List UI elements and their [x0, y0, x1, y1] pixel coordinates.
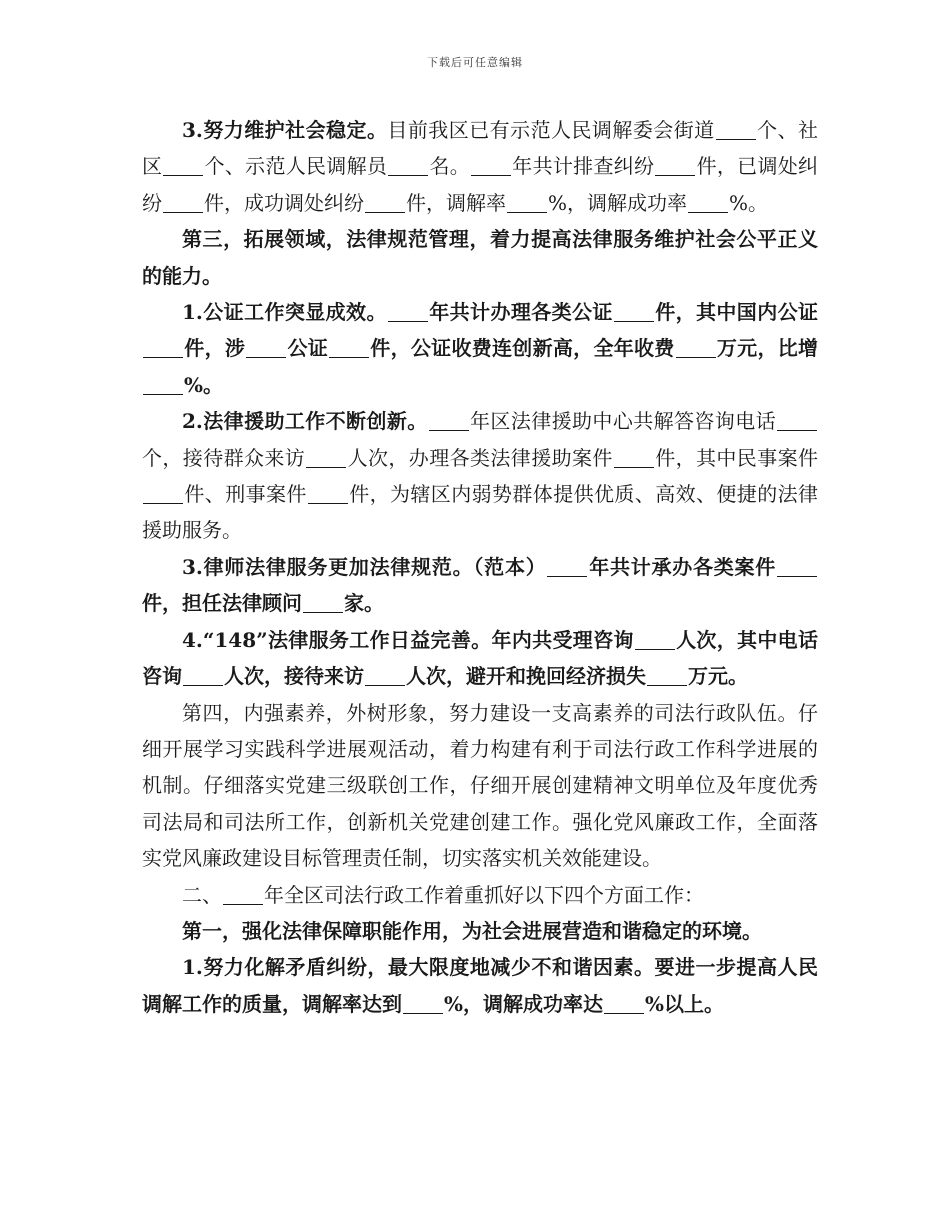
paragraph — [142, 221, 818, 294]
header-note: 下载后可任意编辑 — [427, 56, 523, 69]
text-segment: 名。 — [429, 154, 471, 179]
paragraph — [142, 949, 818, 1022]
text-segment: 人次，接待来访 — [224, 664, 364, 689]
text-segment: 4.“148”法律服务工作日益完善。年内共受理咨询 — [182, 627, 634, 652]
text-segment: 人次，其中电话咨询 — [142, 627, 819, 689]
fill-in-blank — [388, 155, 428, 176]
text-segment: 年全区司法行政工作着重抓好以下四个方面工作： — [264, 882, 704, 907]
fill-in-blank — [507, 192, 547, 213]
text-segment: 年区法律援助中心共解答咨询电话 — [469, 409, 776, 434]
fill-in-blank — [647, 665, 687, 686]
paragraph — [142, 549, 818, 622]
paragraph-heading: 2.法律援助工作不断创新。 — [182, 409, 428, 434]
text-segment: %。 — [729, 190, 769, 215]
fill-in-blank — [163, 192, 203, 213]
fill-in-blank — [246, 337, 286, 358]
fill-in-blank — [306, 447, 346, 468]
fill-in-blank — [365, 192, 405, 213]
fill-in-blank — [688, 192, 728, 213]
fill-in-blank — [614, 447, 654, 468]
fill-in-blank — [329, 337, 369, 358]
text-segment: 件，其中民事案件 — [654, 445, 819, 470]
text-segment: 个，接待群众来访 — [142, 445, 306, 470]
text-segment: %，调解成功率达 — [444, 991, 604, 1016]
text-segment: 件，涉 — [184, 336, 246, 361]
text-segment: 年共计承办各类案件 — [588, 554, 776, 579]
text-segment: 件，其中国内公证 — [654, 300, 819, 325]
text-segment: 3.律师法律服务更加法律规范。（范本） — [182, 554, 547, 579]
fill-in-blank — [471, 155, 511, 176]
text-segment: 件，担任法律顾问 — [142, 591, 302, 616]
fill-in-blank — [614, 301, 654, 322]
fill-in-blank — [547, 556, 587, 577]
fill-in-blank — [429, 410, 469, 431]
fill-in-blank — [303, 592, 343, 613]
text-segment: 件，已调处纠纷 — [142, 154, 819, 215]
text-segment: 件，成功调处纠纷 — [204, 190, 364, 215]
text-segment: 年共计排查纠纷 — [512, 154, 655, 179]
paragraph — [142, 877, 818, 913]
paragraph — [142, 112, 818, 221]
text-segment: 1.公证工作突显成效。 — [182, 300, 387, 325]
text-segment: %，调解成功率 — [548, 190, 688, 215]
paragraph — [142, 913, 818, 949]
fill-in-blank — [308, 483, 348, 504]
fill-in-blank — [403, 993, 443, 1014]
paragraph-heading: 3.努力维护社会稳定。 — [182, 118, 388, 142]
fill-in-blank — [716, 119, 756, 140]
text-segment: 万元，比增 — [716, 336, 819, 361]
fill-in-blank — [388, 301, 428, 322]
text-segment: 件、刑事案件 — [184, 482, 307, 507]
text-segment: 人次，避开和挽回经济损失 — [406, 664, 646, 689]
text-segment: 1.努力化解矛盾纠纷，最大限度地减少不和谐因素。要进一步提高人民调解工作的质量，调解率达到 — [142, 955, 818, 1016]
text-segment: 第三，拓展领域，法律规范管理，着力提高法律服务维护社会公平正义的能力。 — [142, 227, 818, 288]
text-segment: %以上。 — [645, 991, 725, 1016]
fill-in-blank — [223, 884, 263, 905]
text-segment: 件，调解率 — [406, 190, 506, 215]
text-segment: 万元。 — [688, 664, 748, 689]
fill-in-blank — [604, 993, 644, 1014]
text-segment: 公证 — [287, 336, 329, 361]
fill-in-blank — [777, 410, 817, 431]
text-segment: 件，为辖区内弱势群体提供优质、高效、便捷的法律援助服务。 — [142, 482, 819, 543]
fill-in-blank — [163, 155, 203, 176]
fill-in-blank — [655, 155, 695, 176]
text-segment: 第一，强化法律保障职能作用，为社会进展营造和谐稳定的环境。 — [182, 918, 762, 943]
fill-in-blank — [143, 374, 183, 395]
text-segment: 个、社区 — [142, 118, 818, 179]
text-segment: 二、 — [182, 882, 222, 907]
text-segment: %。 — [184, 372, 224, 397]
text-segment: 个、示范人民调解员 — [204, 154, 388, 179]
fill-in-blank — [143, 483, 183, 504]
paragraph — [142, 622, 818, 695]
paragraph — [142, 294, 818, 403]
text-segment: 家。 — [344, 591, 384, 616]
fill-in-blank — [676, 337, 716, 358]
fill-in-blank — [183, 665, 223, 686]
paragraph — [142, 403, 818, 549]
paragraph — [142, 695, 818, 877]
text-segment: 第四，内强素养，外树形象，努力建设一支高素养的司法行政队伍。仔细开展学习实践科学进展观活动，着力构建有利于司法行政工作科学进展的机制。仔细落实党建三级联创工作，仔细开展创建精神文明单位及年度优秀司法局和司法所工作，创新机关党建创建工作。强化党风廉政工作，全面落实党风廉政建设目标管理责任制，切实落实机关效能建设。 — [142, 700, 818, 871]
fill-in-blank — [635, 629, 675, 650]
fill-in-blank — [777, 556, 817, 577]
text-segment: 目前我区已有示范人民调解委会街道 — [387, 118, 715, 142]
fill-in-blank — [143, 337, 183, 358]
text-segment: 年共计办理各类公证 — [428, 300, 613, 325]
text-segment: 件，公证收费连创新高，全年收费 — [370, 336, 675, 361]
text-segment: 人次，办理各类法律援助案件 — [347, 445, 613, 470]
document-body — [142, 112, 818, 1022]
fill-in-blank — [365, 665, 405, 686]
